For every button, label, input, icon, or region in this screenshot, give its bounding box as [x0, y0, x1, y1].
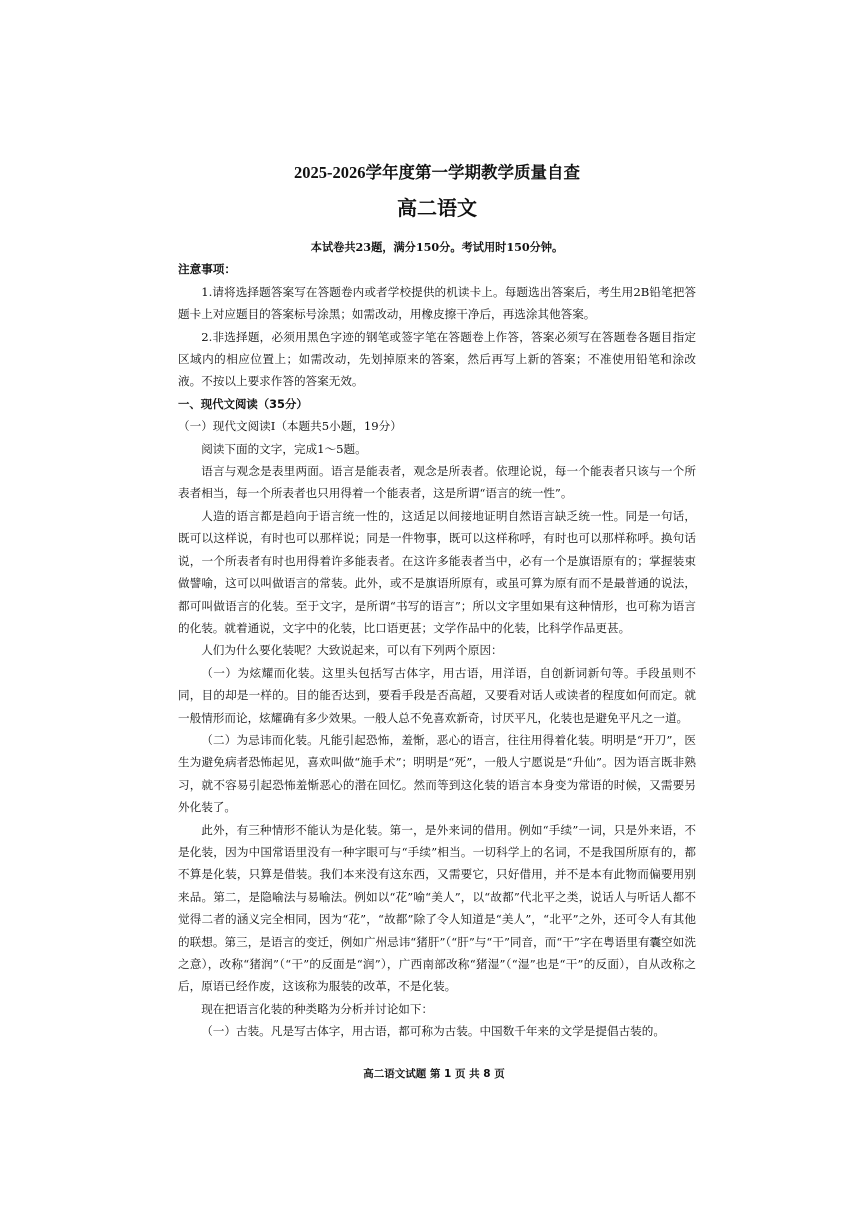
- note-item: 1.请将选择题答案写在答题卷内或者学校提供的机读卡上。每题选出答案后，考生用2B铅笔把答题卡上对应题目的答案标号涂黑；如需改动，用橡皮擦干净后，再选涂其他答案。: [178, 284, 696, 322]
- passage-paragraph: （一）古装。凡是写古体字，用古语，都可称为古装。中国数千年来的文学是提倡古装的。: [201, 1024, 665, 1039]
- passage-paragraph: 此外，有三种情形不能认为是化装。第一，是外来词的借用。例如“手续”一词，只是外来语，不是化装，因为中国常语里没有一种字眼可与“手续”相当。一切科学上的名词，不是我国所原有的，都不算是化装，只算是借装。我们本来没有这东西，又需要它，只好借用，并不是本有此物而偏要用别来品。第二，是隐喻法与易喻法。例如以“花”喻“美人”，以“故都”代北平之类，说话人与听话人都不觉得二者的涵义完全相同，因为“花”，“故都”除了令人知道是“美人”，“北平”之外，还可令人有其他的联想。第三，是语言的变迁，例如广州忌讳“猪肝”（“肝”与“干”同音，而“干”字在粤语里有囊空如洗之意），改称“猪润”（“干”的反面是“润”），广西南部改称“猪湿”（“湿”也是“干”的反面），自从改称之后，原语已经作废，这该称为服装的改革，不是化装。: [178, 822, 696, 994]
- note-item: 2.非选择题，必须用黑色字迹的钢笔或签字笔在答题卷上作答，答案必须写在答题卷各题目指定区域内的相应位置上；如需改动，先划掉原来的答案，然后再写上新的答案；不准使用铅笔和涂改液。不按以上要求作答的答案无效。: [178, 329, 696, 389]
- exam-subject: 高二语文: [397, 196, 477, 220]
- passage-paragraph: 人造的语言都是趋向于语言统一性的，这适足以间接地证明自然语言缺乏统一性。同是一句话，既可以这样说，有时也可以那样说；同是一件物事，既可以这样称呼，有时也可以那样称呼。换句话说，一个所表者有时也用得着许多能表者。在这许多能表者当中，必有一个是旗语原有的；掌握装束做譬喻，这可以叫做语言的常装。此外，或不是旗语所原有，或虽可算为原有而不是最普通的说法，都可叫做语言的化装。至于文字，是所谓“书写的语言”；所以文字里如果有这种情形，也可称为语言的化装。就着通说，文字中的化装，比口语更甚；文学作品中的化装，比科学作品更甚。: [178, 508, 696, 635]
- passage-paragraph: 人们为什么要化装呢？大致说起来，可以有下列两个原因：: [201, 643, 503, 658]
- passage-paragraph: （二）为忌讳而化装。凡能引起恐怖，羞惭，恶心的语言，往往用得着化装。明明是“开刀”，医生为避免病者恐怖起见，喜欢叫做“施手术”；明明是“死”，一般人宁愿说是“升仙”。因为语言既非熟习，就不容易引起恐怖羞惭恶心的潜在回忆。然而等到这化装的语言本身变为常语的时候，又需要另外化装了。: [178, 732, 696, 815]
- exam-title: 2025-2026学年度第一学期教学质量自查: [294, 163, 580, 182]
- passage-paragraph: 现在把语言化装的种类略为分析并讨论如下：: [201, 1001, 434, 1016]
- exam-content: [178, 160, 696, 1043]
- subsection-heading: （一）现代文阅读Ⅰ（本题共5小题，19分）: [178, 419, 402, 434]
- notes-heading: 注意事项：: [178, 262, 236, 277]
- section-heading: 一、现代文阅读（35分）: [178, 396, 308, 411]
- passage-paragraph: 语言与观念是表里两面。语言是能表者，观念是所表者。依理论说，每一个能表者只该与一个所表者相当，每一个所表者也只用得着一个能表者，这是所谓“语言的统一性”。: [178, 464, 696, 501]
- exam-info: 本试卷共23题，满分150分。考试用时150分钟。: [310, 240, 564, 254]
- passage-paragraph: （一）为炫耀而化装。这里头包括写古体字，用古语，用洋语，自创新词新句等。手段虽则不同，目的却是一样的。目的能否达到，要看手段是否高超，又要看对话人或读者的程度如何而定。就一般情形而论，炫耀确有多少效果。一般人总不免喜欢新奇，讨厌平凡，化装也是避免平凡之一道。: [178, 665, 696, 725]
- reading-instruction: 阅读下面的文字，完成1～5题。: [201, 441, 367, 456]
- page-footer: 高二语文试题 第 1 页 共 8 页: [363, 1068, 505, 1080]
